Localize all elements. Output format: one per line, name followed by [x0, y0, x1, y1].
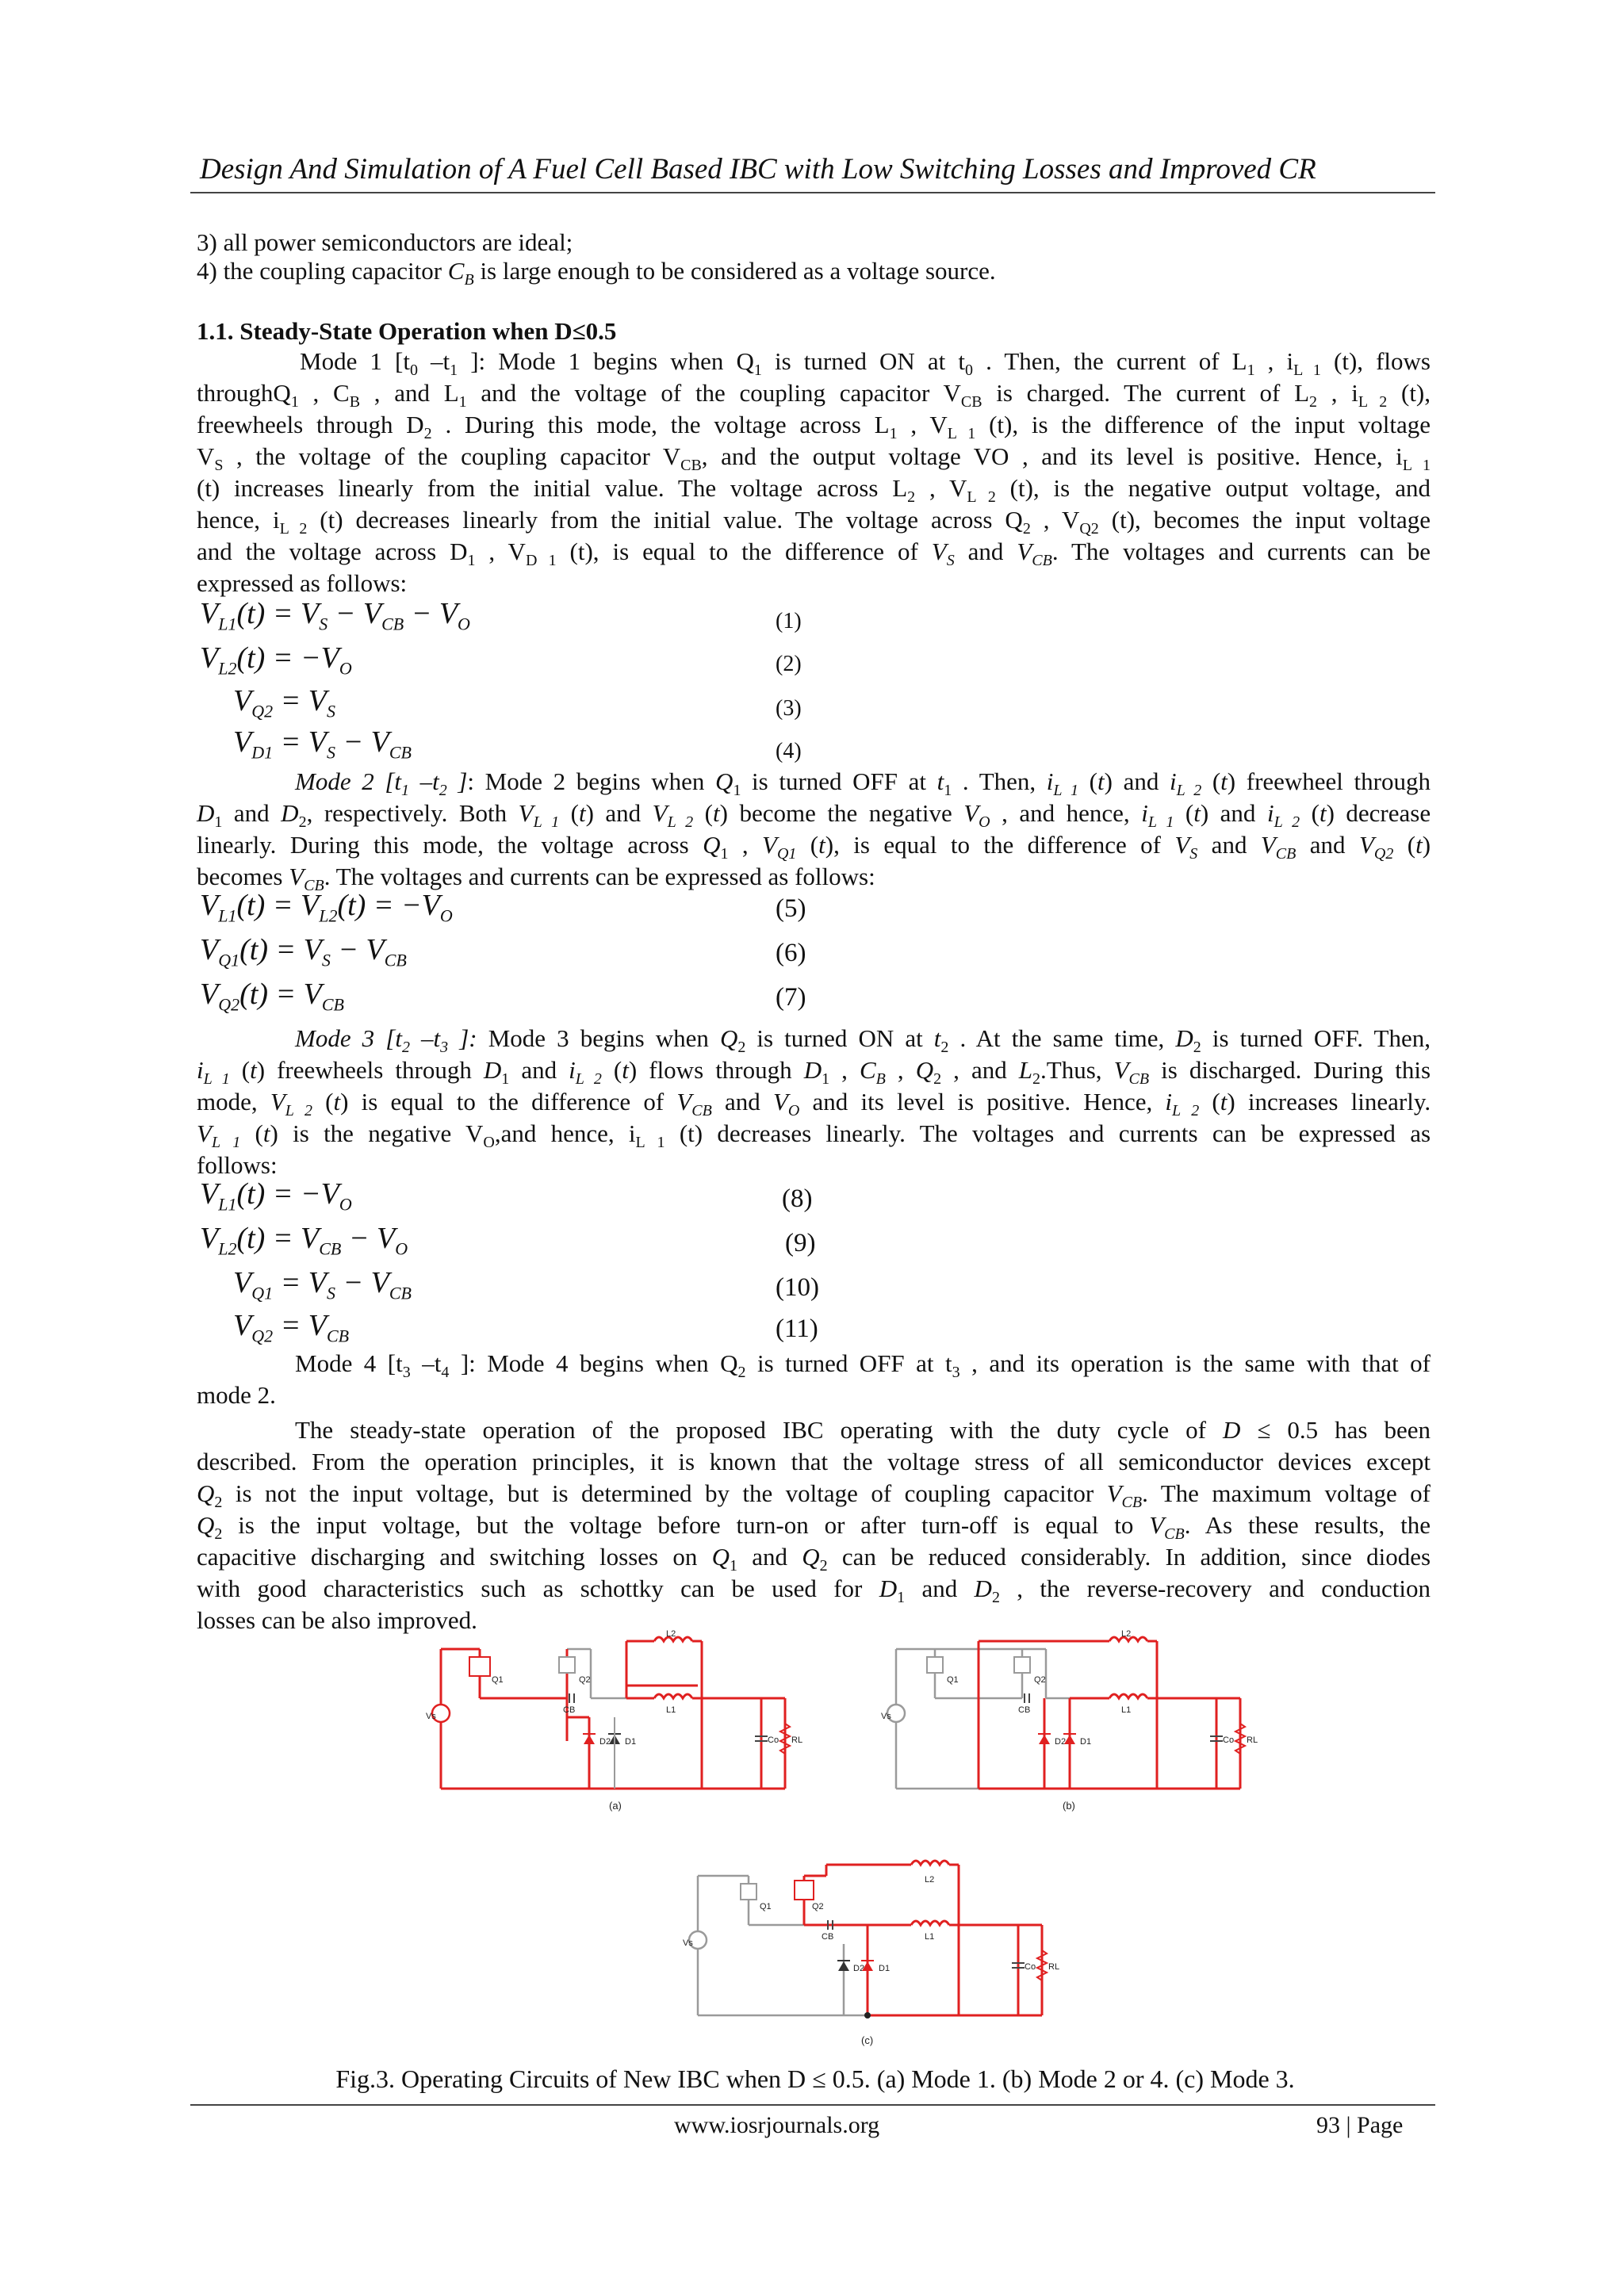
- equation-number: (9): [785, 1229, 816, 1257]
- equation-8: $V_{L1}(t) = -V_O$: [200, 1177, 352, 1215]
- mode3-line-4: $V_{L 1}$ (t) is the negative $V_O,and$ hence, $i_{L 1}$ (t) decreases linearly. The voltages and currents can be expressed as: [197, 1119, 1431, 1152]
- panel-label: (a): [609, 1800, 622, 1812]
- equation-number: (5): [776, 894, 806, 923]
- svg-text:Co: Co: [1025, 1962, 1036, 1972]
- equation-2: $V_{L2}(t) = -V_O$: [200, 641, 352, 679]
- svg-text:L1: L1: [925, 1932, 935, 1942]
- svg-text:L2: L2: [666, 1630, 676, 1639]
- mode2-line-1: Mode 2 [$t_1$ $-t_2$ ]: Mode 2 begins when $Q_1$ is turned OFF at $t_1$ . Then, $i_{L 1}$ (t) and $i_{L 2}$ (t) freewheel through: [295, 767, 1431, 800]
- equation-3: $V_{Q2} = V_S$: [233, 684, 335, 721]
- svg-text:D1: D1: [879, 1964, 891, 1973]
- svg-text:CB: CB: [563, 1705, 576, 1715]
- summary-line-6: with good characteristics such as schottky can be used for $D_1$ and $D_2$ , the reverse-recovery and conduction: [197, 1575, 1431, 1607]
- svg-text:Q1: Q1: [760, 1902, 772, 1911]
- svg-text:Vs: Vs: [881, 1712, 891, 1721]
- svg-text:RL: RL: [1247, 1735, 1258, 1745]
- equation-number: (8): [782, 1184, 813, 1213]
- svg-text:CB: CB: [1018, 1705, 1031, 1715]
- equation-number: (2): [776, 652, 802, 676]
- panel-label: (c): [861, 2034, 874, 2046]
- svg-text:Q2: Q2: [579, 1675, 591, 1685]
- svg-text:L1: L1: [666, 1705, 676, 1715]
- svg-text:CB: CB: [822, 1932, 834, 1942]
- summary-line-3: $Q_2$ is not the input voltage, but is determined by the voltage of coupling capacitor $V_{CB}$. The maximum voltage of: [197, 1479, 1431, 1512]
- svg-text:D2: D2: [853, 1964, 865, 1973]
- footer-rule: [190, 2104, 1435, 2106]
- mode2-line-3: linearly. During this mode, the voltage across $Q_1$ , $V_{Q1}$ (t), is equal to the difference of $V_S$ and $V_{CB}$ and $V_{Q2}$ (t): [197, 831, 1431, 863]
- mode1-line-2: throughQ$_1$ , $C_B$ , and $L_1$ and the voltage of the coupling capacitor $V_{CB}$ is charged. The current of $L_2$ , $i_{L 2}$ (t),: [197, 379, 1431, 411]
- page-number: 93 | Page: [1316, 2112, 1404, 2138]
- svg-text:Q1: Q1: [492, 1675, 504, 1685]
- mode3-line-5: follows:: [197, 1151, 278, 1179]
- mode1-line-5: (t) increases linearly from the initial value. The voltage across $L_2$ , $V_{L 2}$ (t), is the negative output voltage, and: [197, 474, 1431, 507]
- summary-line-7: losses can be also improved.: [197, 1606, 477, 1634]
- mode2-line-2: $D_1$ and $D_2$, respectively. Both $V_{L 1}$ (t) and $V_{L 2}$ (t) become the negative $V_O$ , and hence, $i_{L 1}$ (t) and $i_{L 2}$ (t) decrease: [197, 799, 1431, 832]
- mode1-line-1: Mode 1 [$t_0$ $-t_1$ ]: Mode 1 begins when $Q_1$ is turned ON at $t_0$ . Then, the current of $L_1$ , $i_{L 1}$ (t), flows: [300, 347, 1431, 380]
- equation-number: (4): [776, 739, 802, 763]
- equation-9: $V_{L2}(t) = V_{CB} - V_O$: [200, 1222, 408, 1259]
- label-vs: Vs: [426, 1712, 436, 1721]
- equation-10: $V_{Q1} = V_S - V_{CB}$: [233, 1266, 412, 1303]
- mode3-line-3: mode, $V_{L 2}$ (t) is equal to the difference of $V_{CB}$ and $V_O$ and its level is positive. Hence, $i_{L 2}$ (t) increases linearly.: [197, 1088, 1431, 1120]
- equation-number: (3): [776, 696, 802, 721]
- svg-text:Vs: Vs: [683, 1938, 693, 1948]
- panel-a: [426, 1630, 802, 1812]
- footer-url[interactable]: www.iosrjournals.org: [674, 2112, 880, 2138]
- equation-number: (6): [776, 939, 806, 967]
- svg-text:Q1: Q1: [947, 1675, 959, 1685]
- mode3-line-1: Mode 3 [$t_2$ $-t_3$ ]: Mode 3 begins when $Q_2$ is turned ON at $t_2$ . At the same time, $D_2$ is turned OFF. Then,: [295, 1024, 1431, 1057]
- mode3-line-2: $i_{L 1}$ (t) freewheels through $D_1$ and $i_{L 2}$ (t) flows through $D_1$ , $C_B$ , $Q_2$ , and $L_2.Thus$, $V_{CB}$ is discharged. During this: [197, 1056, 1431, 1089]
- equation-1: $V_{L1}(t) = V_S - V_{CB} - V_O$: [200, 597, 470, 634]
- svg-text:Co: Co: [1223, 1735, 1235, 1745]
- mode1-line-6: hence, $i_{L 2}$ (t) decreases linearly from the initial value. The voltage across $Q_2$ , $V_{Q2}$ (t), becomes the input voltage: [197, 506, 1431, 538]
- circuit-figure: [420, 1630, 1340, 2058]
- equation-number: (11): [776, 1314, 818, 1343]
- svg-text:L2: L2: [925, 1875, 935, 1885]
- svg-text:D1: D1: [1080, 1737, 1092, 1747]
- mode4-line-2: mode 2.: [197, 1381, 276, 1409]
- svg-text:D1: D1: [625, 1737, 637, 1747]
- panel-label: (b): [1063, 1800, 1075, 1812]
- panel-c: [683, 1861, 1059, 2046]
- figure-caption: Fig.3. Operating Circuits of New IBC when D ≤ 0.5. (a) Mode 1. (b) Mode 2 or 4. (c) Mode 3.: [335, 2064, 1295, 2093]
- summary-line-1: The steady-state operation of the proposed IBC operating with the duty cycle of D ≤ 0.5 has been: [295, 1416, 1431, 1444]
- assumption-4: 4) the coupling capacitor $C_B$ is large enough to be considered as a voltage source.: [197, 257, 996, 289]
- equation-number: (7): [776, 983, 806, 1012]
- svg-text:RL: RL: [791, 1735, 803, 1745]
- equation-6: $V_{Q1}(t) = V_S - V_{CB}$: [200, 933, 407, 970]
- summary-line-5: capacitive discharging and switching losses on $Q_1$ and $Q_2$ can be reduced considerably. In addition, since diodes: [197, 1543, 1431, 1575]
- header-rule: [190, 192, 1435, 193]
- mode1-line-8: expressed as follows:: [197, 569, 408, 597]
- equation-number: (10): [776, 1273, 819, 1302]
- assumption-3: 3) all power semiconductors are ideal;: [197, 228, 573, 256]
- svg-text:L1: L1: [1121, 1705, 1132, 1715]
- svg-text:D2: D2: [599, 1737, 611, 1747]
- mode1-line-7: and the voltage across $D_1$ , $V_{D 1}$ (t), is equal to the difference of $V_S$ and $V_{CB}$. The voltages and currents can be: [197, 538, 1431, 570]
- panel-b: [881, 1630, 1258, 1812]
- mode2-line-4: becomes $V_{CB}$. The voltages and currents can be expressed as follows:: [197, 863, 875, 895]
- equation-4: $V_{D1} = V_S - V_{CB}$: [233, 725, 412, 763]
- section-heading: 1.1. Steady-State Operation when D≤0.5: [197, 317, 617, 345]
- equation-number: (1): [776, 609, 802, 633]
- svg-text:L2: L2: [1121, 1630, 1132, 1639]
- mode4-line-1: Mode 4 [$t_3$ $-t_4$ ]: Mode 4 begins when $Q_2$ is turned OFF at $t_3$ , and its operation is the same with that of: [295, 1349, 1431, 1382]
- mode1-line-4: $V_S$ , the voltage of the coupling capacitor $V_{CB}$, and the output voltage VO , and its level is positive. Hence, $i_{L 1}$: [197, 442, 1431, 475]
- equation-7: $V_{Q2}(t) = V_{CB}$: [200, 978, 344, 1015]
- equation-5: $V_{L1}(t) = V_{L2}(t) = -V_O$: [200, 889, 453, 926]
- mode1-line-3: freewheels through $D_2$ . During this mode, the voltage across $L_1$ , $V_{L 1}$ (t), is the difference of the input voltage: [197, 411, 1431, 443]
- svg-text:D2: D2: [1055, 1737, 1067, 1747]
- running-header: Design And Simulation of A Fuel Cell Based IBC with Low Switching Losses and Improved CR: [200, 153, 1316, 186]
- summary-line-2: described. From the operation principles, it is known that the voltage stress of all semiconductor devices except: [197, 1448, 1431, 1475]
- svg-text:Q2: Q2: [812, 1902, 824, 1911]
- summary-line-4: $Q_2$ is the input voltage, but the voltage before turn-on or after turn-off is equal to $V_{CB}$. As these results, the: [197, 1511, 1431, 1544]
- equation-11: $V_{Q2} = V_{CB}$: [233, 1309, 350, 1346]
- svg-text:Co: Co: [768, 1735, 779, 1745]
- svg-text:RL: RL: [1048, 1962, 1060, 1972]
- svg-text:Q2: Q2: [1034, 1675, 1046, 1685]
